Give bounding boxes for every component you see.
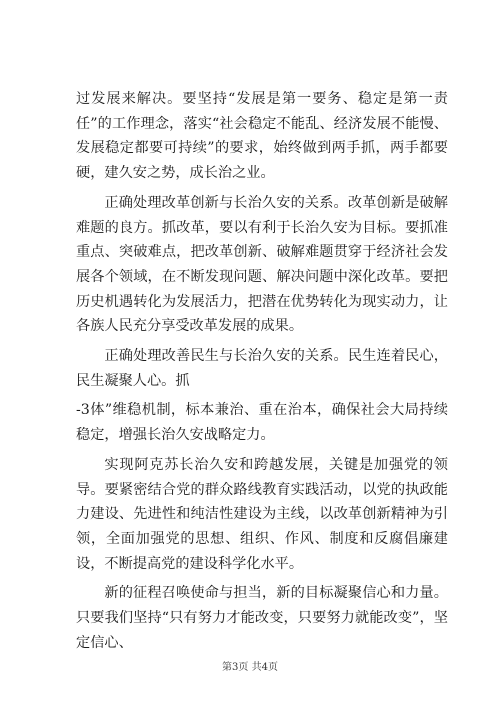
paragraph-1: 过发展来解决。要坚持“发展是第一要务、稳定是第一责任”的工作理念，落实“社会稳定不能乱、经济发展不能慢、发展稳定都要可持续”的要求，始终做到两手抓，两手都要硬，建久安之势，成长治之业。 (76, 91, 448, 182)
paragraph-2: 正确处理改革创新与长治久安的关系。改革创新是破解难题的良方。抓改革，要以有利于长治久安为目标。要抓准重点、突破难点，把改革创新、破解难题贯穿于经济社会发展各个领域，在不断发现问题、解决问题中深化改革。要把历史机遇转化为发展活力，把潜在优势转化为现实动力，让各族人民充分享受改革发展的成果。 (76, 194, 448, 335)
paragraph-3: 正确处理改善民生与长治久安的关系。民生连着民心，民生凝聚人心。抓 (76, 348, 448, 389)
document-body (76, 87, 448, 660)
page-footer: 第3页 共4页 (222, 662, 278, 673)
paragraph-5: 实现阿克苏长治久安和跨越发展，关键是加强党的领导。要紧密结合党的群众路线教育实践活动，以党的执政能力建设、先进性和纯洁性建设为主线，以改革创新精神为引领，全面加强党的思想、组织、作风、制度和反腐倡廉建设，不断提高党的建设科学化水平。 (76, 456, 448, 572)
paragraph-4: -3体”维稳机制，标本兼治、重在治本，确保社会大局持续稳定，增强长治久安战略定力。 (76, 402, 448, 444)
paragraph-6: 新的征程召唤使命与担当，新的目标凝聚信心和力量。只要我们坚持“只有努力才能改变，只要努力就能改变”，坚定信心、 (76, 585, 448, 651)
